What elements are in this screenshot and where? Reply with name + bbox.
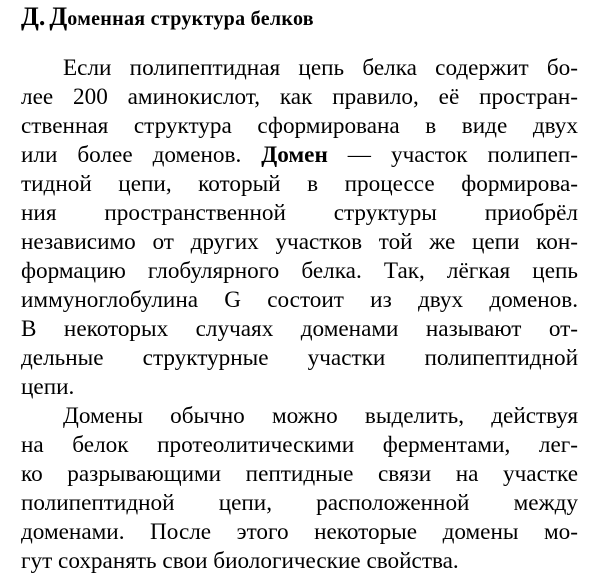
heading-first-letter: Д — [49, 2, 68, 31]
paragraph-line: дельные структурные участки полипептидной — [21, 345, 578, 371]
paragraph-line: Домены обычно можно выделить, действуя — [63, 403, 578, 429]
paragraph-line: независимо от других участков той же цепи кон- — [21, 229, 578, 255]
paragraph-line: ственная структура сформирована в виде двух — [21, 113, 578, 139]
paragraph-line: Если полипептидная цепь белка содержит бо- — [63, 55, 578, 81]
section-letter: Д. — [21, 2, 46, 31]
paragraph-line: лее 200 аминокислот, как правило, её простран- — [21, 84, 578, 110]
paragraph-line: ко разрывающими пептидные связи на участке — [21, 461, 578, 487]
paragraph-line: иммуноглобулина G состоит из двух доменов. — [21, 287, 578, 313]
line-text: или более доменов. — [21, 142, 262, 168]
paragraph-line: гут сохранять свои биологические свойства. — [21, 548, 459, 574]
paragraph-line: доменами. После этого некоторые домены мо- — [21, 519, 578, 545]
paragraph-line: тидной цепи, который в процессе формирова- — [21, 171, 578, 197]
paragraph-line — [21, 141, 578, 170]
term-domain: Домен — [261, 142, 328, 168]
paragraph-line: В некоторых случаях доменами называют от- — [21, 316, 578, 342]
paragraph-line: ния пространственной структуры приобрёл — [21, 200, 578, 226]
paragraph-line: полипептидной цепи, расположенной между — [21, 490, 578, 516]
line-text: — участок полипеп- — [327, 142, 578, 168]
paragraph-line: формацию глобулярного белка. Так, лёгкая цепь — [21, 258, 578, 284]
heading-rest: оменная структура белков — [67, 8, 314, 30]
paragraph-line: на белок протеолитическими ферментами, лег- — [21, 432, 578, 458]
section-heading — [21, 4, 314, 30]
paragraph-line: цепи. — [21, 374, 75, 400]
